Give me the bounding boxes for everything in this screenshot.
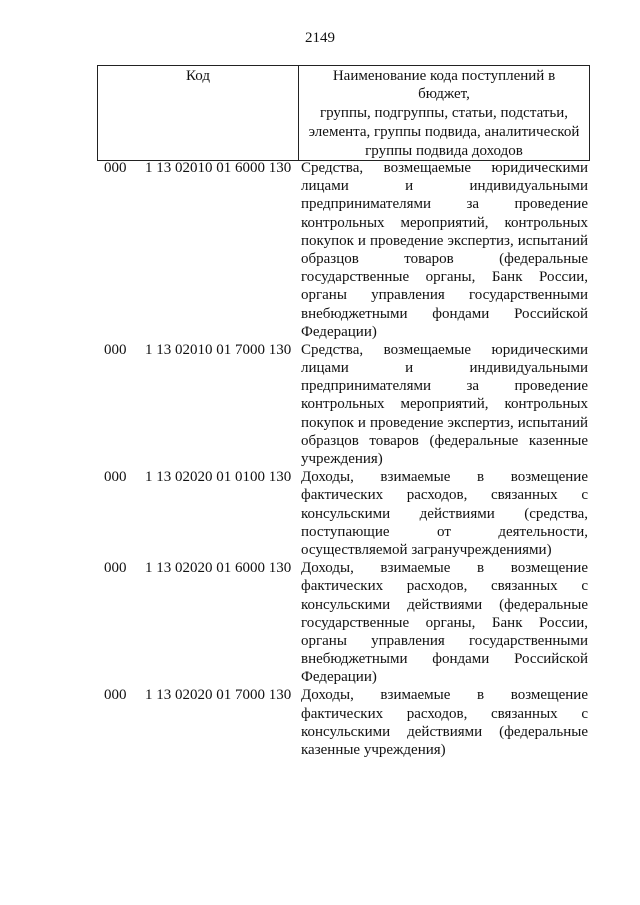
row-prefix: 000 xyxy=(104,341,127,358)
description-line: фактических расходов, связанных с xyxy=(301,705,588,722)
description-line: лицами и индивидуальными xyxy=(301,178,588,195)
description-line: осуществляемой загранучреждениями) xyxy=(301,541,552,558)
row-description xyxy=(301,468,588,559)
header-name-line: Наименование кода поступлений в бюджет, xyxy=(332,68,556,102)
description-line: образцов товаров (федеральные xyxy=(301,250,588,267)
header-code-label: Код xyxy=(186,68,210,84)
row-code: 1 13 02020 01 6000 130 xyxy=(145,560,292,577)
description-line: поступающие от деятельности, xyxy=(301,523,588,540)
row-description xyxy=(301,341,588,468)
row-description xyxy=(301,159,588,341)
description-line: контрольных мероприятий, контрольных xyxy=(301,396,588,413)
description-line: органы управления государственными xyxy=(301,287,588,304)
row-code: 1 13 02010 01 7000 130 xyxy=(145,341,292,358)
header-name-line: группы, подгруппы, статьи, подстатьи, xyxy=(319,105,569,121)
row-description xyxy=(301,559,588,686)
row-code: 1 13 02020 01 0100 130 xyxy=(145,469,292,486)
description-line: консульскими действиями (средства, xyxy=(301,505,588,522)
description-line: покупок и проведение экспертиз, испытаний xyxy=(301,414,588,431)
description-line: покупок и проведение экспертиз, испытаний xyxy=(301,232,588,249)
description-line: внебюджетными фондами Российской xyxy=(301,305,588,322)
description-line: государственные органы, Банк России, xyxy=(301,614,588,631)
header-name-line: элемента, группы подвида, аналитической xyxy=(308,124,580,140)
description-line: фактических расходов, связанных с xyxy=(301,487,588,504)
description-line: консульскими действиями (федеральные xyxy=(301,723,588,740)
description-line: органы управления государственными xyxy=(301,632,588,649)
table-row xyxy=(0,559,640,686)
table-header xyxy=(97,65,590,161)
header-name-line: группы подвида доходов xyxy=(365,143,523,159)
row-prefix: 000 xyxy=(104,160,127,176)
income-code-list xyxy=(0,159,640,759)
table-row xyxy=(0,468,640,559)
row-prefix: 000 xyxy=(104,469,127,486)
description-line: контрольных мероприятий, контрольных xyxy=(301,214,588,231)
row-prefix: 000 xyxy=(104,560,127,577)
table-row xyxy=(0,341,640,468)
description-line: Средства, возмещаемые юридическими xyxy=(301,160,588,176)
description-line: учреждения) xyxy=(301,451,383,467)
row-prefix: 000 xyxy=(104,687,127,704)
description-line: казенные учреждения) xyxy=(301,742,446,758)
table-row xyxy=(0,159,640,341)
page-number: 2149 xyxy=(305,30,335,46)
header-code-cell xyxy=(98,66,299,161)
description-line: государственные органы, Банк России, xyxy=(301,269,588,286)
description-line: Федерации) xyxy=(301,323,377,340)
description-line: консульскими действиями (федеральные xyxy=(301,596,588,613)
row-code: 1 13 02020 01 7000 130 xyxy=(145,687,292,704)
row-description xyxy=(301,686,588,759)
description-line: Доходы, взимаемые в возмещение xyxy=(301,560,588,577)
row-code: 1 13 02010 01 6000 130 xyxy=(145,160,292,176)
description-line: лицами и индивидуальными xyxy=(301,360,588,377)
description-line: предпринимателями за проведение xyxy=(301,196,588,213)
description-line: Доходы, взимаемые в возмещение xyxy=(301,687,588,704)
description-line: образцов товаров (федеральные казенные xyxy=(301,432,588,449)
description-line: Средства, возмещаемые юридическими xyxy=(301,341,588,358)
description-line: внебюджетными фондами Российской xyxy=(301,651,588,668)
description-line: Федерации) xyxy=(301,669,377,686)
description-line: Доходы, взимаемые в возмещение xyxy=(301,469,588,486)
table-row xyxy=(0,686,640,759)
description-line: предпринимателями за проведение xyxy=(301,378,588,395)
description-line: фактических расходов, связанных с xyxy=(301,578,588,595)
header-name-cell xyxy=(299,66,590,161)
